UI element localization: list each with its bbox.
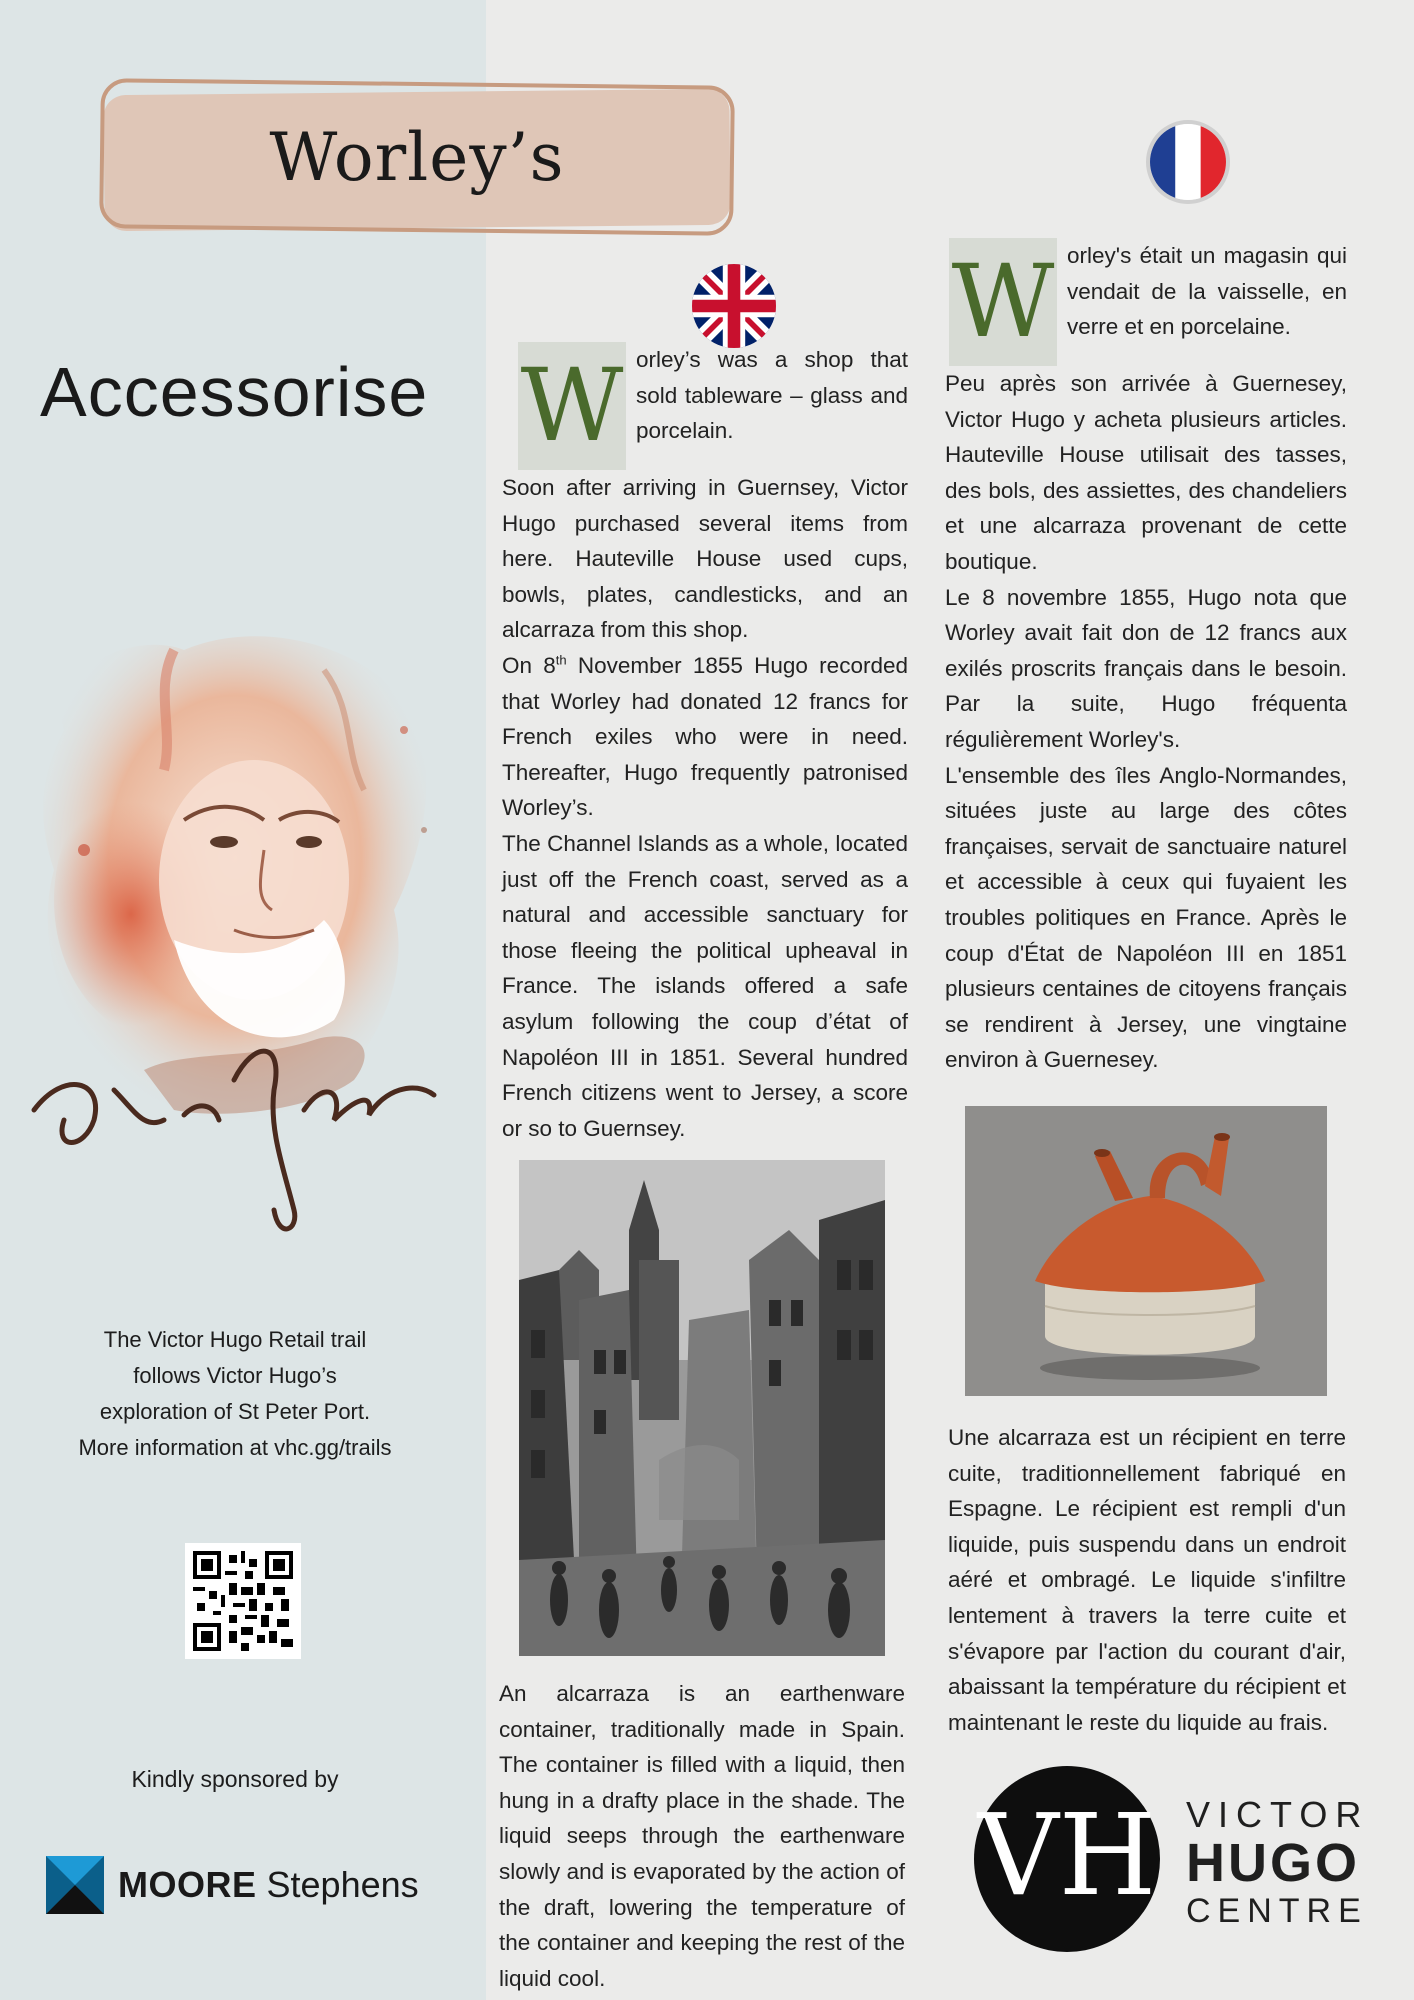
trail-info	[40, 1322, 430, 1466]
logo-line-centre: CENTRE	[1186, 1892, 1368, 1930]
french-paragraph: Le 8 novembre 1855, Hugo nota que Worley avait fait don de 12 francs aux exilés proscrits français dans le besoin. Par la suite, Hugo fréquenta régulièrement Worley's.	[945, 584, 1347, 752]
french-dropcap: W	[949, 238, 1057, 366]
english-paragraph: The Channel Islands as a whole, located just off the French coast, served as a natural and accessible sanctuary for those fleeing the political upheaval in France. The islands offered a safe asylum following the coup d’état of Napoléon III in 1851. Several hundred French citizens went to Jersey, a score or so to Guernsey.	[502, 830, 908, 1141]
english-dropcap: W	[518, 342, 626, 470]
french-paragraph: Peu après son arrivée à Guernesey, Victor Hugo y acheta plusieurs articles. Hauteville House utilisait des tasses, des bols, des assiettes, des chandeliers et une alcarraza provenant de cette boutique.	[945, 371, 1347, 574]
victor-hugo-centre-logo	[974, 1764, 1370, 1954]
street-engraving-image	[519, 1160, 885, 1656]
logo-line-victor: VICTOR	[1186, 1794, 1370, 1835]
trail-line: More information at vhc.gg/trails	[78, 1435, 392, 1460]
section-subtitle: Accessorise	[40, 353, 429, 431]
english-paragraph: Soon after arriving in Guernsey, Victor Hugo purchased several items from here. Hauteville House used cups, bowls, plates, candlesticks, and an alcarraza from this shop.	[502, 475, 908, 643]
sponsor-brand: MOORE Stephens	[118, 1864, 419, 1905]
logo-line-hugo: HUGO	[1186, 1833, 1360, 1893]
sponsor-logo[interactable]	[46, 1856, 446, 1914]
page-title: Worley’s	[269, 118, 565, 196]
trail-line: follows Victor Hugo’s	[133, 1363, 337, 1388]
vh-monogram-text: VH	[977, 1791, 1157, 1921]
french-text	[945, 238, 1347, 1078]
trail-line: exploration of St Peter Port.	[99, 1399, 371, 1424]
vh-monogram-icon	[974, 1766, 1160, 1952]
french-caption: Une alcarraza est un récipient en terre cuite, traditionnellement fabriqué en Espagne. Le récipient est rempli d'un liquide, puis suspendu dans un endroit aéré et ombragé. Le liquide s'infiltre lentement à travers la terre cuite et s'évapore par l'action du courant d'air, abaissant la température du récipient et maintenant le reste du liquide au frais.	[948, 1425, 1346, 1735]
english-paragraph: On 8th November 1855 Hugo recorded that Worley had donated 12 francs for French exiles who were in need. Thereafter, Hugo frequently patronised Worley’s.	[502, 652, 908, 821]
english-lead: orley’s was a shop that sold tableware – glass and porcelain.	[636, 347, 908, 444]
sponsor-label: Kindly sponsored by	[131, 1766, 339, 1792]
title-banner	[98, 82, 736, 232]
trail-line: The Victor Hugo Retail trail	[103, 1327, 367, 1352]
french-lead: orley's était un magasin qui vendait de la vaisselle, en verre et en porcelaine.	[1067, 243, 1347, 340]
moore-stephens-mark-icon	[46, 1856, 104, 1914]
qr-code[interactable]	[185, 1543, 301, 1659]
victor-hugo-portrait	[24, 610, 464, 1250]
english-caption: An alcarraza is an earthenware container, traditionally made in Spain. The container is filled with a liquid, then hung in a drafty place in the shade. The liquid seeps through the earthenware slowly and is evaporated by the action of the draft, lowering the temperature of the container and keeping the rest of the liquid cool.	[499, 1681, 905, 1991]
alcarraza-vessel-image	[965, 1106, 1327, 1396]
english-text	[502, 342, 908, 1146]
uk-flag-icon	[692, 264, 776, 348]
france-flag-icon	[1146, 120, 1230, 204]
french-paragraph: L'ensemble des îles Anglo-Normandes, situées juste au large des côtes françaises, servait de sanctuaire naturel et accessible à ceux qui fuyaient les troubles politiques en France. Après le coup d'État de Napoléon III en 1851 plusieurs centaines de citoyens français se rendirent à Jersey, une vingtaine environ à Guernesey.	[945, 762, 1347, 1073]
